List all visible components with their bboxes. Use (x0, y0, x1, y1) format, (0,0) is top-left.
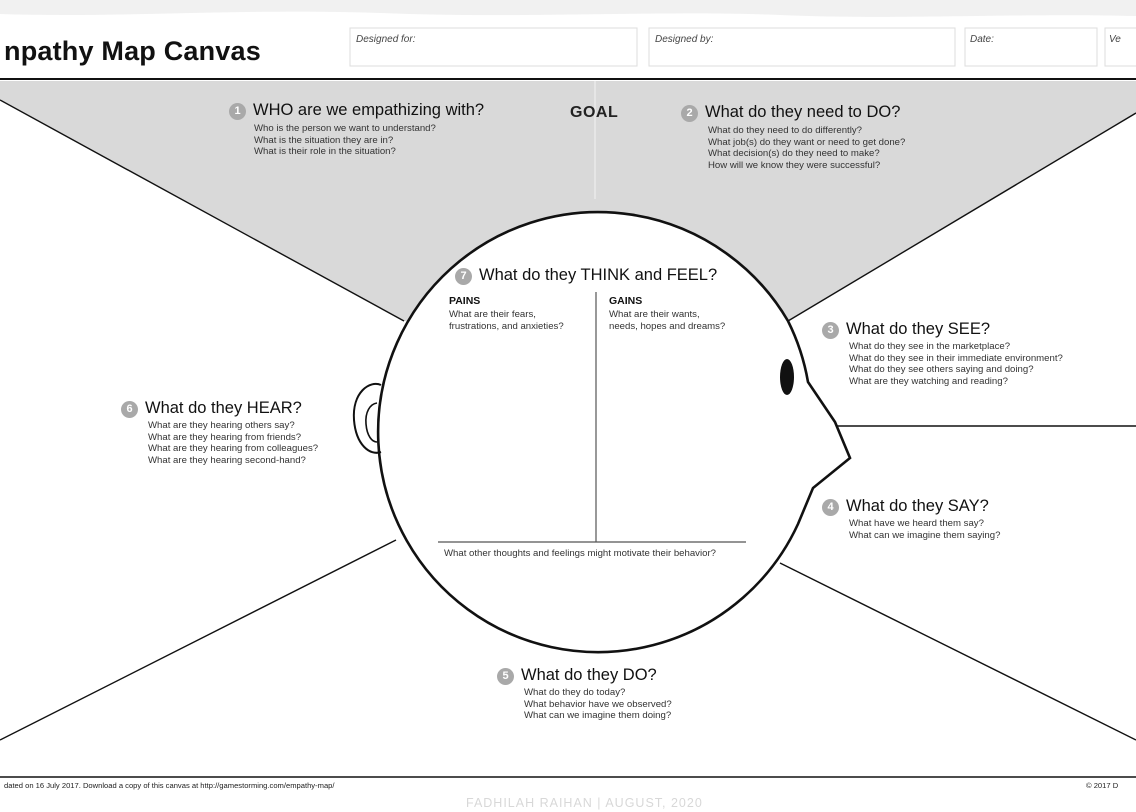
divider-bottom-right (780, 563, 1136, 740)
say-questions (849, 518, 1000, 541)
section-say (822, 497, 1000, 541)
question: What do they do today? (524, 687, 626, 698)
hear-questions (148, 420, 318, 466)
designed-for-field[interactable]: Designed for: (356, 34, 416, 45)
question: What can we imagine them saying? (849, 529, 1001, 541)
pains-label: PAINS (449, 295, 481, 307)
question: What is their role in the situation? (254, 146, 396, 157)
question: frustrations, and anxieties? (449, 320, 564, 332)
see-questions (849, 341, 1063, 387)
who-title-text: WHO are we empathizing with? (253, 101, 485, 119)
watermark-text: FADHILAH RAIHAN | AUGUST, 2020 (466, 796, 703, 810)
question: What is the situation they are in? (254, 134, 394, 146)
think-feel-title-text: What do they THINK and FEEL? (479, 266, 718, 284)
badge-4: 4 (822, 499, 839, 516)
gains-questions (609, 309, 725, 332)
say-title-text: What do they SAY? (846, 497, 989, 515)
question: How will we know they were successful? (708, 159, 881, 171)
question: Who is the person we want to understand? (254, 123, 436, 134)
section-hear (121, 399, 318, 466)
date-field[interactable]: Date: (970, 34, 994, 45)
question: What are their wants, (609, 309, 700, 320)
question: What do they see in their immediate environment? (849, 352, 1063, 364)
badge-5: 5 (497, 668, 514, 685)
question: What are they hearing second-hand? (148, 454, 306, 466)
badge-6: 6 (121, 401, 138, 418)
question: What do they need to do differently? (708, 125, 862, 136)
hear-title (121, 399, 318, 418)
divider-bottom-left (0, 540, 396, 740)
need-do-title-text: What do they need to DO? (705, 103, 901, 121)
who-title (229, 101, 484, 120)
page-title: npathy Map Canvas (4, 36, 261, 66)
pains-block (449, 295, 564, 332)
question: What behavior have we observed? (524, 698, 672, 710)
question: needs, hopes and dreams? (609, 320, 726, 332)
section-need-to-do (681, 103, 905, 171)
section-do (497, 666, 672, 722)
question: What can we imagine them doing? (524, 710, 672, 721)
gains-label: GAINS (609, 295, 643, 307)
think-feel-title (455, 266, 717, 285)
version-field[interactable]: Ve (1109, 34, 1121, 45)
need-do-questions (708, 125, 905, 171)
footer-copyright: © 2017 D (1086, 781, 1119, 790)
question: What are they hearing from colleagues? (148, 443, 319, 454)
ear-inner (366, 403, 377, 442)
section-see (822, 320, 1063, 387)
do-questions (524, 687, 672, 722)
who-questions (254, 123, 484, 158)
gains-block (609, 295, 725, 332)
question: What job(s) do they want or need to get done? (708, 136, 906, 148)
badge-7: 7 (455, 268, 472, 285)
designed-by-field[interactable]: Designed by: (655, 34, 714, 45)
hear-title-text: What do they HEAR? (145, 399, 302, 417)
section-who (229, 101, 484, 158)
eye (780, 359, 794, 395)
section-think-feel (455, 266, 717, 285)
see-title-text: What do they SEE? (846, 320, 990, 338)
question: What have we heard them say? (849, 518, 984, 529)
pains-questions (449, 309, 564, 332)
need-do-title (681, 103, 905, 122)
say-title (822, 497, 1000, 516)
other-thoughts-prompt: What other thoughts and feelings might motivate their behavior? (444, 548, 716, 559)
question: What do they see in the marketplace? (849, 341, 1011, 352)
question: What decision(s) do they need to make? (708, 148, 880, 159)
question: What are they watching and reading? (849, 375, 1008, 387)
question: What are they hearing from friends? (148, 431, 302, 443)
footer-download-note: dated on 16 July 2017. Download a copy of this canvas at http://gamestorming.com/empathy-map/ (4, 781, 335, 790)
question: What are their fears, (449, 309, 536, 320)
do-title (497, 666, 672, 685)
torn-paper-edge (0, 0, 1136, 17)
badge-1: 1 (229, 103, 246, 120)
question: What are they hearing others say? (148, 420, 295, 431)
see-title (822, 320, 1063, 339)
question: What do they see others saying and doing? (849, 364, 1034, 375)
badge-3: 3 (822, 322, 839, 339)
goal-label: GOAL (570, 104, 619, 121)
badge-2: 2 (681, 105, 698, 122)
do-title-text: What do they DO? (521, 666, 657, 684)
